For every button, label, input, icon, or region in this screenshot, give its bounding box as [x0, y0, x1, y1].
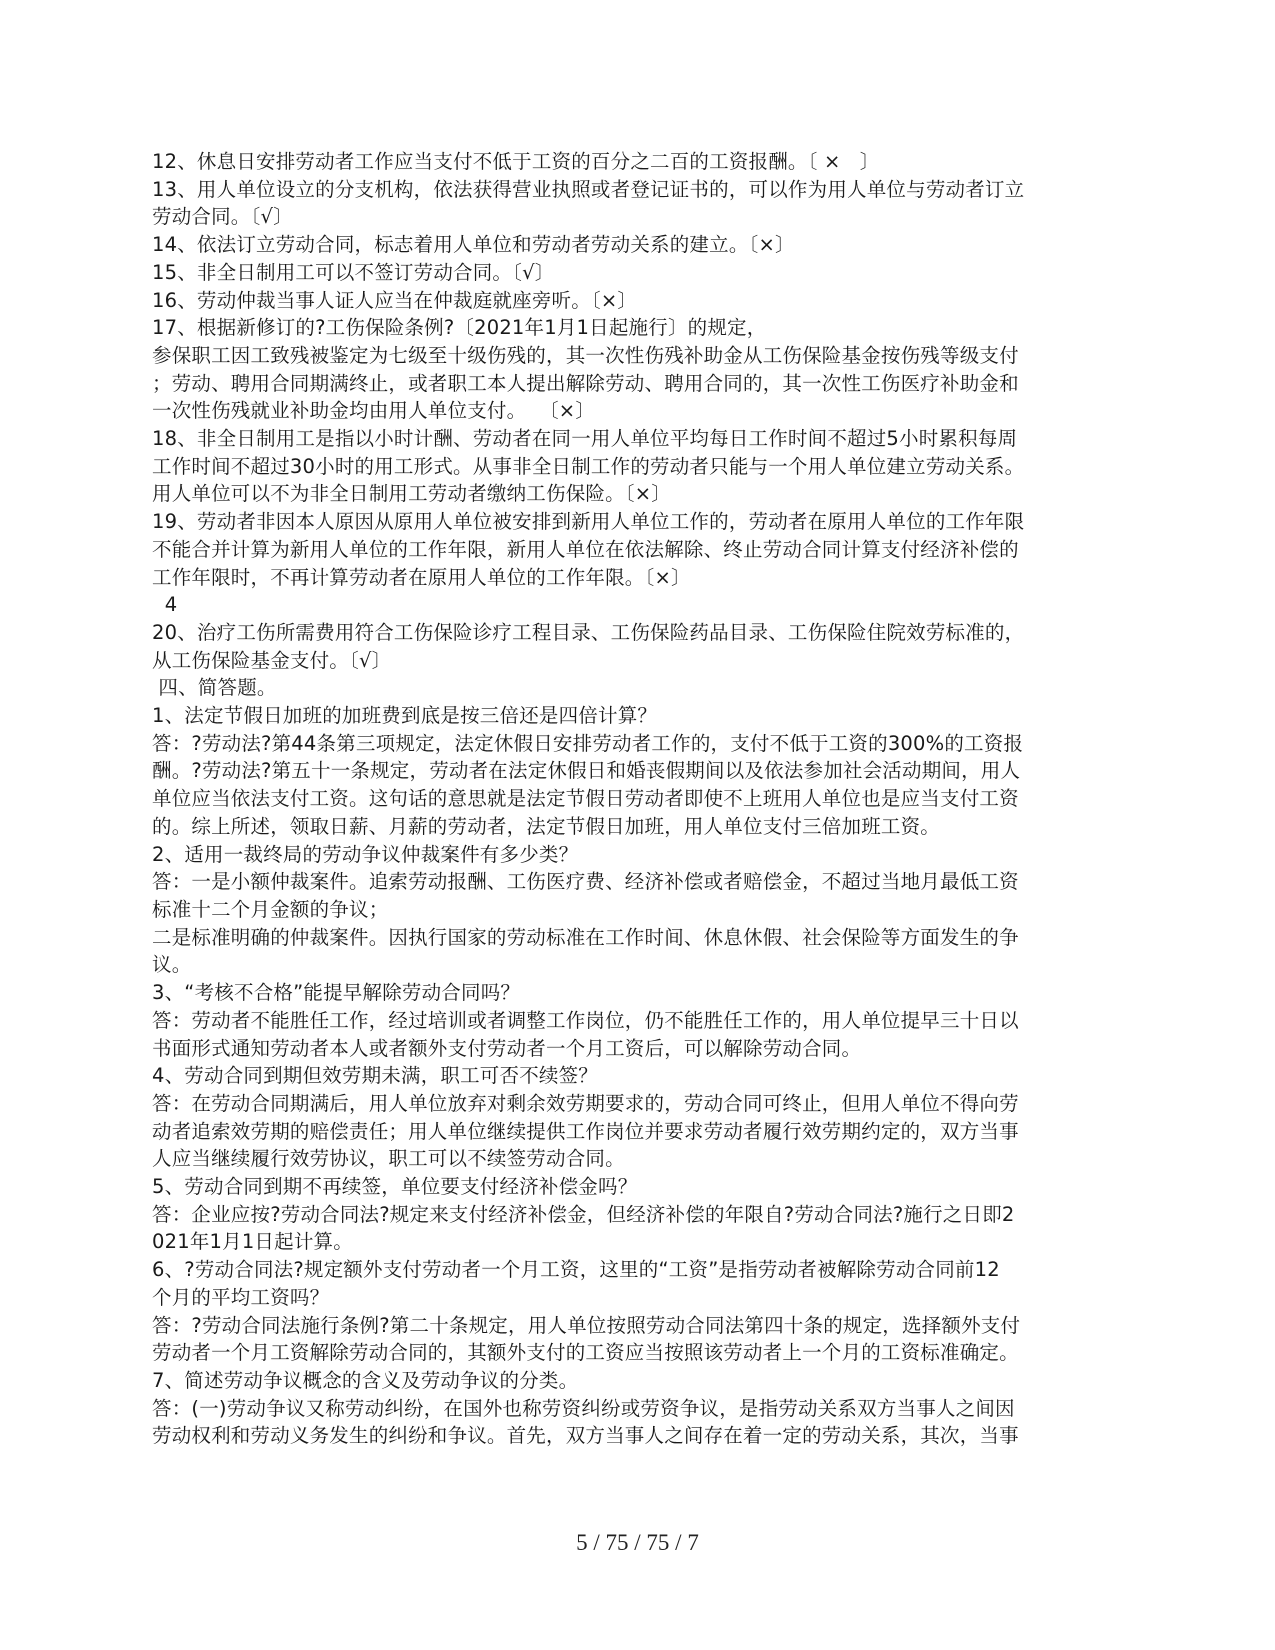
- text-line: 17、根据新修订的?工伤保险条例?〔2021年1月1日起施行〕的规定，: [152, 316, 767, 340]
- text-line: 工作时间不超过30小时的用工形式。从事非全日制工作的劳动者只能与一个用人单位建立劳动关系。: [152, 454, 1025, 478]
- text-line: 从工伤保险基金支付。〔√〕: [152, 648, 392, 672]
- text-line: 酬。?劳动法?第五十一条规定，劳动者在法定休假日和婚丧假期间以及依法参加社会活动期间，用人: [152, 759, 1021, 783]
- text-line: 一次性伤残就业补助金均由用人单位支付。 〔×〕: [152, 399, 596, 423]
- text-line: 四、简答题。: [152, 676, 277, 700]
- text-line: ；劳动、聘用合同期满终止，或者职工本人提出解除劳动、聘用合同的，其一次性工伤医疗补助金和: [152, 371, 1019, 395]
- text-line: 答：劳动者不能胜任工作，经过培训或者调整工作岗位，仍不能胜任工作的，用人单位提早三十日以: [152, 1008, 1019, 1032]
- text-line: 劳动权利和劳动义务发生的纠纷和争议。首先，双方当事人之间存在着一定的劳动关系，其次，当事: [152, 1424, 1019, 1448]
- text-line: 2、适用一裁终局的劳动争议仲裁案件有多少类？: [152, 842, 579, 866]
- text-line: 单位应当依法支付工资。这句话的意思就是法定节假日劳动者即使不上班用人单位也是应当支付工资: [152, 787, 1019, 811]
- text-line: 劳动者一个月工资解除劳动合同的，其额外支付的工资应当按照该劳动者上一个月的工资标准确定。: [152, 1341, 1019, 1365]
- text-line: 个月的平均工资吗？: [152, 1285, 330, 1309]
- text-line: 答：一是小额仲裁案件。追索劳动报酬、工伤医疗费、经济补偿或者赔偿金，不超过当地月最低工资: [152, 870, 1019, 894]
- text-line: 议。: [152, 953, 192, 977]
- text-line: 1、法定节假日加班的加班费到底是按三倍还是四倍计算？: [152, 704, 658, 728]
- text-line: 人应当继续履行效劳协议，职工可以不续签劳动合同。: [152, 1147, 625, 1171]
- text-line: 021年1月1日起计算。: [152, 1230, 353, 1254]
- text-line: 不能合并计算为新用人单位的工作年限，新用人单位在依法解除、终止劳动合同计算支付经济补偿的: [152, 537, 1019, 561]
- text-line: 16、劳动仲裁当事人证人应当在仲裁庭就座旁听。〔×〕: [152, 288, 638, 312]
- text-line: 19、劳动者非因本人原因从原用人单位被安排到新用人单位工作的，劳动者在原用人单位的工作年限: [152, 510, 1025, 534]
- text-line: 20、治疗工伤所需费用符合工伤保险诊疗工程目录、工伤保险药品目录、工伤保险住院效劳标准的，: [152, 620, 1025, 644]
- text-line: 工作年限时，不再计算劳动者在原用人单位的工作年限。〔×〕: [152, 565, 691, 589]
- text-line: 5、劳动合同到期不再续签，单位要支付经济补偿金吗？: [152, 1175, 638, 1199]
- text-line: 7、简述劳动争议概念的含义及劳动争议的分类。: [152, 1368, 579, 1392]
- text-line: 15、非全日制用工可以不签订劳动合同。〔√〕: [152, 260, 555, 284]
- text-line: 14、依法订立劳动合同，标志着用人单位和劳动者劳动关系的建立。〔×〕: [152, 233, 795, 257]
- text-line: 书面形式通知劳动者本人或者额外支付劳动者一个月工资后，可以解除劳动合同。: [152, 1036, 862, 1060]
- text-line: 18、非全日制用工是指以小时计酬、劳动者在同一用人单位平均每日工作时间不超过5小时累积每周: [152, 427, 1018, 451]
- text-line: 答：企业应按?劳动合同法?规定来支付经济补偿金，但经济补偿的年限自?劳动合同法?施行之日即2: [152, 1202, 1015, 1226]
- text-line: 答：?劳动法?第44条第三项规定，法定休假日安排劳动者工作的，支付不低于工资的300%的工资报: [152, 731, 1024, 755]
- text-line: 标准十二个月金额的争议；: [152, 897, 389, 921]
- text-line: 用人单位可以不为非全日制用工劳动者缴纳工伤保险。〔×〕: [152, 482, 671, 506]
- text-line: 3、“考核不合格”能提早解除劳动合同吗？: [152, 981, 521, 1005]
- text-line: 劳动合同。〔√〕: [152, 205, 293, 229]
- text-line: 答：(一)劳动争议又称劳动纠纷，在国外也称劳资纠纷或劳资争议，是指劳动关系双方当事人之间因: [152, 1396, 1015, 1420]
- text-line: 的。综上所述，领取日薪、月薪的劳动者，法定节假日加班，用人单位支付三倍加班工资。: [152, 814, 941, 838]
- text-line: 答：?劳动合同法施行条例?第二十条规定，用人单位按照劳动合同法第四十条的规定，选择额外支付: [152, 1313, 1021, 1337]
- text-line: 答：在劳动合同期满后，用人单位放弃对剩余效劳期要求的，劳动合同可终止，但用人单位不得向劳: [152, 1091, 1019, 1115]
- text-line: 4: [152, 593, 178, 617]
- text-line: 13、用人单位设立的分支机构，依法获得营业执照或者登记证书的，可以作为用人单位与劳动者订立: [152, 177, 1025, 201]
- document-body: [152, 148, 1120, 1450]
- text-line: 12、休息日安排劳动者工作应当支付不低于工资的百分之二百的工资报酬。〔 × 〕: [152, 150, 880, 173]
- text-line: 参保职工因工致残被鉴定为七级至十级伤残的，其一次性伤残补助金从工伤保险基金按伤残等级支付: [152, 343, 1019, 367]
- page-number: 5 / 75 / 75 / 7: [576, 1530, 699, 1555]
- text-line: 动者追索效劳期的赔偿责任；用人单位继续提供工作岗位并要求劳动者履行效劳期约定的，双方当事: [152, 1119, 1019, 1143]
- text-line: 6、?劳动合同法?规定额外支付劳动者一个月工资，这里的“工资”是指劳动者被解除劳动合同前12: [152, 1258, 1000, 1282]
- text-line: 4、劳动合同到期但效劳期未满，职工可否不续签？: [152, 1064, 599, 1088]
- text-line: 二是标准明确的仲裁案件。因执行国家的劳动标准在工作时间、休息休假、社会保险等方面发生的争: [152, 925, 1019, 949]
